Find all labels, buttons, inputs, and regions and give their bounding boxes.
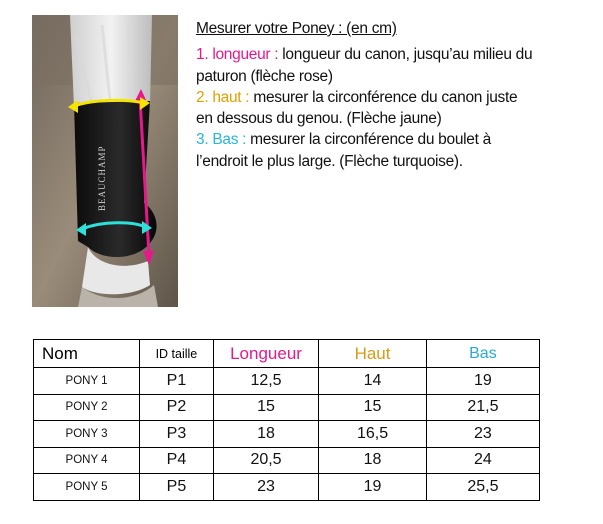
boot-brand-print: BEAUCHAMP: [97, 145, 107, 211]
header-top: Haut: [319, 340, 427, 368]
cell-top: 19: [319, 474, 427, 501]
header-name: Nom: [34, 340, 140, 368]
cell-length: 23: [213, 474, 318, 501]
instruction-bottom: [196, 129, 536, 172]
cell-name: PONY 4: [34, 447, 140, 474]
table-row: [34, 394, 540, 421]
cell-bottom: 24: [426, 447, 539, 474]
cell-name: PONY 5: [34, 474, 140, 501]
cell-length: 20,5: [213, 447, 318, 474]
cell-bottom: 25,5: [426, 474, 539, 501]
header-length: Longueur: [213, 340, 318, 368]
header-id: ID taille: [140, 340, 214, 368]
cell-id: P1: [140, 368, 214, 395]
cell-name: PONY 3: [34, 421, 140, 448]
table-row: [34, 474, 540, 501]
cell-name: PONY 2: [34, 394, 140, 421]
measurement-instructions: [196, 18, 536, 172]
cell-name: PONY 1: [34, 368, 140, 395]
cell-id: P3: [140, 421, 214, 448]
instruction-bottom-label: 3. Bas :: [196, 131, 247, 149]
cell-bottom: 19: [426, 368, 539, 395]
instruction-length: [196, 44, 536, 87]
instruction-top-text: mesurer la circonférence du canon juste en dessous du genou. (Flèche jaune): [196, 88, 518, 128]
size-table: [33, 339, 540, 501]
horse-leg-boot-photo: [32, 15, 178, 307]
cell-bottom: 21,5: [426, 394, 539, 421]
instruction-length-label: 1. longueur :: [196, 46, 279, 64]
cell-top: 16,5: [319, 421, 427, 448]
cell-length: 15: [213, 394, 318, 421]
table-row: [34, 421, 540, 448]
instructions-title: Mesurer votre Poney : (en cm): [196, 20, 397, 37]
cell-id: P2: [140, 394, 214, 421]
header-bottom: Bas: [426, 340, 539, 368]
cell-top: 15: [319, 394, 427, 421]
size-table-header-row: [34, 340, 540, 368]
photo-illustration: [32, 15, 178, 307]
cell-length: 12,5: [213, 368, 318, 395]
table-row: [34, 447, 540, 474]
cell-bottom: 23: [426, 421, 539, 448]
instruction-top-label: 2. haut :: [196, 88, 250, 106]
instruction-length-text: longueur du canon, jusqu’au milieu du paturon (flèche rose): [196, 46, 533, 85]
instruction-top: [196, 87, 536, 130]
cell-top: 14: [319, 368, 427, 395]
table-row: [34, 368, 540, 395]
cell-top: 18: [319, 447, 427, 474]
cell-id: P4: [140, 447, 214, 474]
cell-length: 18: [213, 421, 318, 448]
cell-id: P5: [140, 474, 214, 501]
instruction-bottom-text: mesurer la circonférence du boulet à l’endroit le plus large. (Flèche turquoise).: [196, 131, 491, 170]
